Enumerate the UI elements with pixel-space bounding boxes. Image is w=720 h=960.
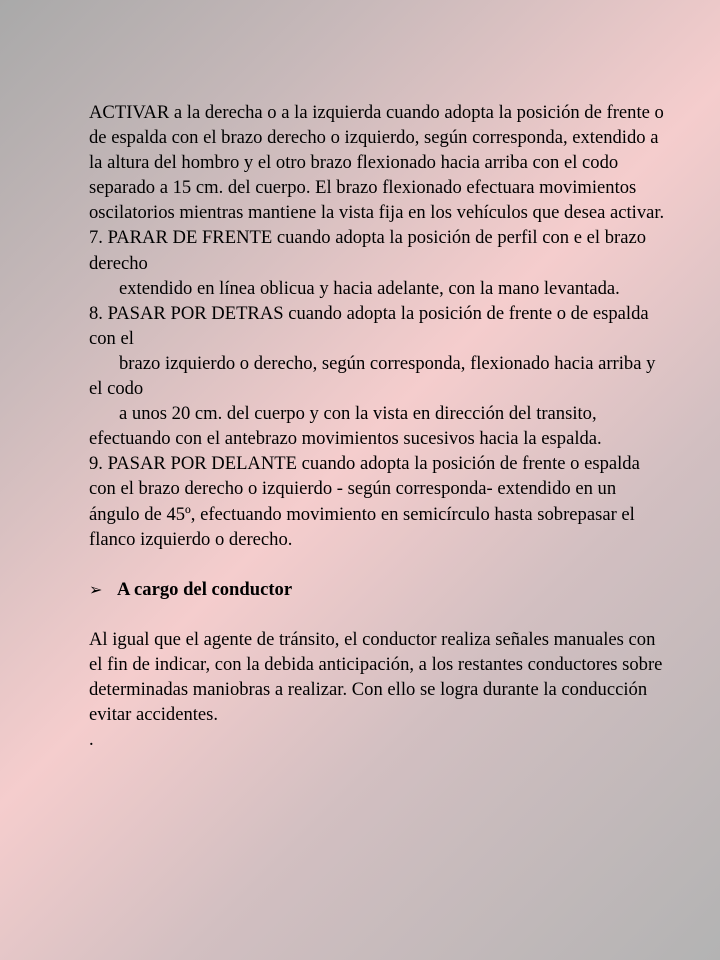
section-heading-text: A cargo del conductor bbox=[117, 578, 293, 600]
text-body bbox=[89, 100, 669, 752]
spacer bbox=[89, 602, 669, 627]
arrowhead-bullet-icon: ➢ bbox=[89, 579, 103, 599]
item-9: 9. PASAR POR DELANTE cuando adopta la posición de frente o espalda con el brazo derecho o izquierdo - según corresponda- extendido en un ángulo de 45º, efectuando movimiento en semicírculo hasta sobrepasar el flanco izquierdo o derecho. bbox=[89, 453, 640, 550]
item-8-line-3: a unos 20 cm. del cuerpo y con la vista en dirección del transito, efectuando con el antebrazo movimientos sucesivos hacia la espalda. bbox=[89, 403, 602, 450]
item-7-line-1: 7. PARAR DE FRENTE cuando adopta la posición de perfil con e el brazo derecho bbox=[89, 227, 647, 274]
paragraph-activar: ACTIVAR a la derecha o a la izquierda cuando adopta la posición de frente o de espalda con el brazo derecho o izquierdo, según corresponda, extendido a la altura del hombro y el otro brazo flexionado hacia arriba con el codo separado a 15 cm. del cuerpo. El brazo flexionado efectuara movimientos oscilatorios mientras mantiene la vista fija en los vehículos que desea activar. bbox=[89, 102, 665, 224]
item-8-line-2: brazo izquierdo o derecho, según corresponda, flexionado hacia arriba y el codo bbox=[89, 352, 656, 400]
paragraph-closing: Al igual que el agente de tránsito, el conductor realiza señales manuales con el fin de indicar, con la debida anticipación, a los restantes conductores sobre determinadas maniobras a realizar. Con ello se logra durante la conducción evitar accidentes. bbox=[89, 628, 663, 726]
final-dot: . bbox=[89, 729, 94, 751]
spacer bbox=[89, 552, 669, 577]
item-7-line-2: extendido en línea oblicua y hacia adelante, con la mano levantada. bbox=[119, 277, 620, 299]
section-heading bbox=[89, 577, 669, 602]
item-8-line-1: 8. PASAR POR DETRAS cuando adopta la posición de frente o de espalda con el bbox=[89, 302, 649, 349]
